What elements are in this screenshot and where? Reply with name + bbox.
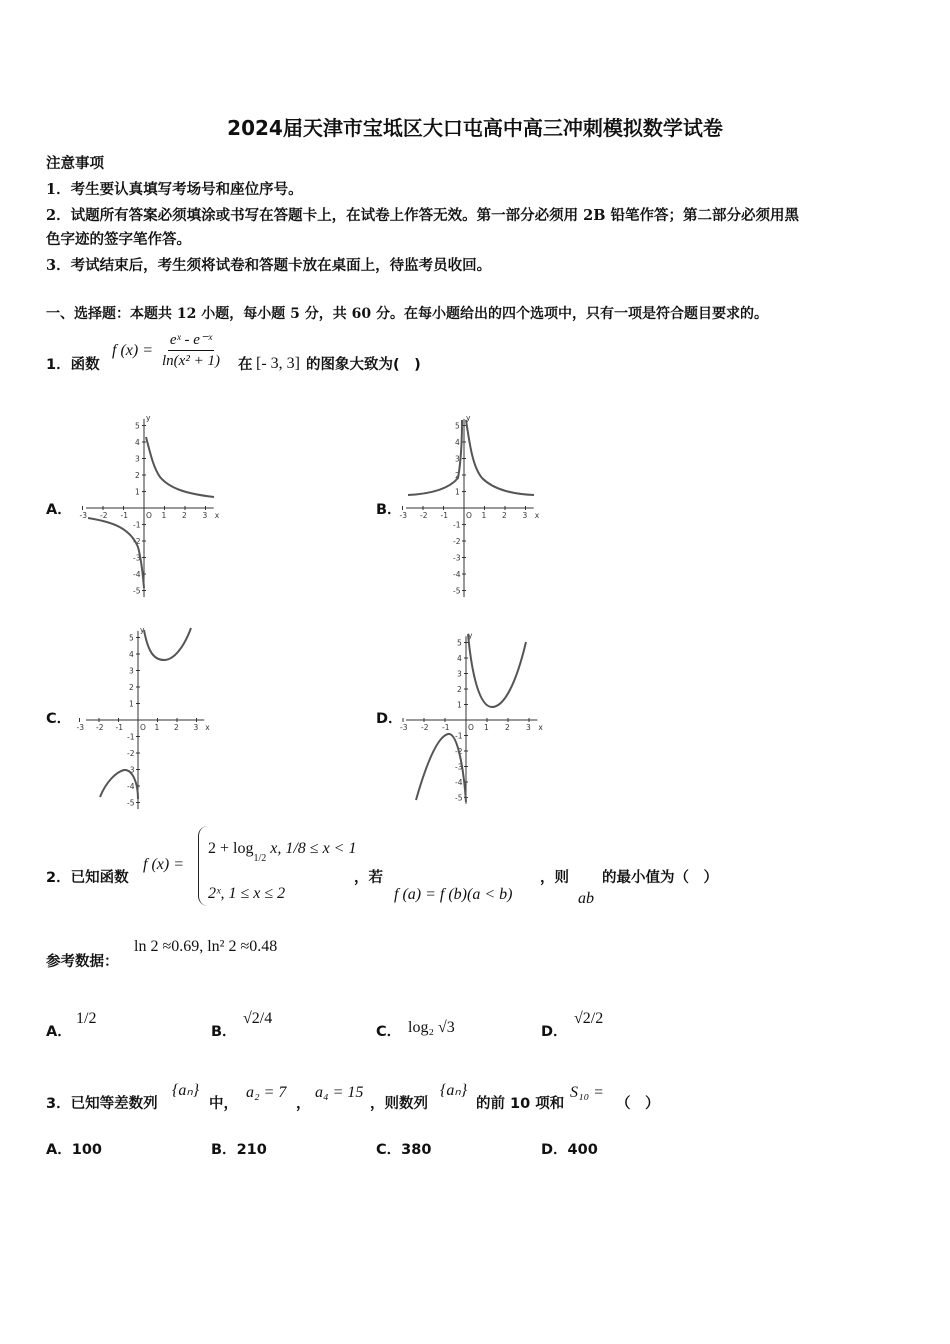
q3-option-b-value: 210 [236,1142,267,1158]
y-tick-label: -3 [453,553,461,563]
q2-case-1-rest: x, 1/8 ≤ x < 1 [270,840,357,857]
x-tick-label: 2 [182,511,187,520]
y-tick-label: 4 [129,650,134,659]
q2-case-1-base: 1/2 [253,853,267,864]
x-tick-label: O [468,723,474,732]
y-tick-label: 2 [135,471,140,480]
y-tick-label: 2 [455,471,460,480]
y-tick-label: -1 [127,732,135,742]
y-tick-label: -3 [127,765,135,775]
y-tick-label: 5 [457,638,462,648]
q2-option-a-label: A． [46,1024,72,1040]
x-tick-label: O [466,511,472,520]
y-tick-label: -4 [133,570,141,579]
q3-option-c-value: 380 [401,1142,432,1158]
q2-target: ab [578,890,594,907]
y-axis-label: y [468,630,473,640]
q3-then: ，则数列 [370,1096,428,1112]
x-tick-label: 3 [526,723,531,732]
y-tick-label: -5 [127,798,135,808]
q3-option-b-label: B． [211,1142,237,1158]
q1-in: 在 [238,357,253,373]
q1-graph-a [78,412,238,594]
y-tick-label: -2 [127,749,135,758]
q3-s10: S₁₀ = [570,1084,604,1101]
q3-sequence-2: {aₙ} [440,1082,468,1099]
graph-d-curve-right [468,634,526,707]
q3-comma: ， [296,1096,311,1112]
q1-suffix: 的图象大致为( ) [306,357,421,373]
section-heading: 一、选择题：本题共 12 小题，每小题 5 分，共 60 分。在每小题给出的四个选项中，只有一项是符合题目要求的。 [46,306,768,322]
y-tick-label: 3 [129,666,134,676]
y-tick-label: 4 [455,438,460,447]
x-tick-label: 3 [202,511,208,520]
q2-number: 2．已知函数 [46,870,129,886]
y-axis-label: y [146,413,151,423]
x-tick-label: -1 [442,723,450,732]
x-tick-label: 1 [481,511,487,520]
x-tick-label: -2 [96,723,104,732]
x-tick-label: 2 [502,511,507,520]
q3-option-b [211,1138,267,1159]
y-tick-label: 1 [135,487,140,497]
q2-ref-data: ln 2 ≈0.69, ln² 2 ≈0.48 [134,938,278,955]
y-tick-label: 5 [455,421,460,431]
q3-option-c [376,1138,431,1159]
x-tick-label: -1 [120,511,128,520]
q1-fraction [160,330,222,371]
y-tick-label: 1 [455,487,460,497]
q3-first10: 的前 10 项和 [476,1096,565,1112]
q2-case-2: 2ˣ, 1 ≤ x ≤ 2 [208,885,286,902]
q2-function-name: f (x) = [143,856,184,873]
q3-option-d-label: D． [541,1142,568,1158]
y-tick-label: -4 [453,570,461,579]
q2-option-c-value: log₂ √3 [408,1019,455,1036]
q3-option-c-label: C． [376,1142,402,1158]
y-tick-label: -3 [133,553,141,563]
y-tick-label: -3 [455,762,463,772]
y-tick-label: 3 [455,454,460,464]
q3-option-a [46,1138,102,1159]
x-tick-label: -3 [79,511,87,520]
q1-option-a-label: A． [46,502,72,518]
y-tick-label: -1 [455,731,463,741]
q1-denominator: ln(x² + 1) [162,353,220,369]
x-axis-label: x [534,511,540,520]
x-axis-label: x [538,723,543,732]
q2-then: ，则 [540,870,569,886]
x-tick-label: -2 [421,723,429,732]
y-tick-label: -4 [455,778,463,787]
q1-function-name: f (x) = [112,342,153,359]
q3-option-d-value: 400 [567,1142,598,1158]
y-axis-label: y [466,413,471,423]
graph-b-curve-left [408,420,462,495]
y-tick-label: -1 [453,520,461,530]
q1-number: 1．函数 [46,357,100,373]
y-tick-label: 4 [457,654,462,663]
q1-option-c-label: C． [46,711,72,727]
q3-option-a-value: 100 [71,1142,103,1158]
x-tick-label: 2 [505,723,510,732]
graph-b-curve-right [466,420,534,495]
y-tick-label: -1 [133,520,141,530]
y-tick-label: -4 [127,782,135,791]
q1-option-d-label: D． [376,711,403,727]
x-tick-label: 1 [484,723,489,732]
q3-sequence: {aₙ} [172,1082,200,1099]
x-tick-label: 1 [161,511,167,520]
q2-ref-label: 参考数据： [46,954,119,970]
q1-option-b-label: B． [376,502,402,518]
q3-option-d [541,1138,598,1159]
q2-case-1-log: 2 + log [208,840,254,857]
q1-graph-c [76,622,238,808]
q1-interval: [- 3, 3] [256,355,300,372]
x-tick-label: 3 [193,723,199,732]
q3-mid: 中， [209,1096,238,1112]
q2-option-c-label: C． [376,1024,402,1040]
graph-a-curve-right [146,437,214,497]
y-tick-label: -2 [133,537,141,546]
q2-option-d-value: √2/2 [574,1010,604,1027]
x-tick-label: -1 [115,723,123,732]
y-tick-label: 1 [129,699,134,709]
x-tick-label: -1 [440,511,448,520]
q1-graph-d [398,622,558,804]
q2-option-b-label: B． [211,1024,237,1040]
graph-c-curve-right [144,628,191,660]
q3-paren: （ ） [616,1096,660,1112]
x-tick-label: O [146,511,152,520]
x-tick-label: 3 [522,511,528,520]
y-tick-label: 2 [129,683,134,692]
y-tick-label: 3 [457,669,462,679]
q2-option-b-value: √2/4 [243,1010,273,1027]
x-tick-label: 2 [174,723,179,732]
x-tick-label: -3 [399,511,407,520]
q3-number: 3．已知等差数列 [46,1096,158,1112]
notice-item-2: 2．试题所有答案必须填涂或书写在答题卡上，在试卷上作答无效。第一部分必须用 2B 铅笔作答；第二部分必须用黑 [46,207,800,224]
notice-item-3: 3．考试结束后，考生须将试卷和答题卡放在桌面上，待监考员收回。 [46,257,492,274]
y-tick-label: -5 [133,586,141,596]
notice-item-2-cont: 色字迹的签字笔作答。 [46,231,191,248]
y-tick-label: 2 [457,685,462,694]
x-tick-label: -3 [76,723,84,732]
y-tick-label: 1 [457,700,462,710]
y-tick-label: -5 [455,793,463,803]
q2-option-a-value: 1/2 [76,1010,97,1027]
q2-option-d-label: D． [541,1024,568,1040]
x-tick-label: -3 [400,723,408,732]
y-tick-label: 3 [135,454,140,464]
x-tick-label: 1 [154,723,160,732]
x-axis-label: x [214,511,220,520]
notice-item-1: 1．考生要认真填写考场号和座位序号。 [46,181,303,198]
q3-option-a-label: A． [46,1142,72,1158]
notice-heading: 注意事项 [46,156,104,172]
q3-a2: a₂ = 7 [246,1084,287,1101]
y-tick-label: -5 [453,586,461,596]
q1-graph-b [398,412,558,594]
q2-case-1 [208,840,356,864]
x-tick-label: O [140,723,146,732]
y-axis-label: y [140,625,145,635]
x-axis-label: x [205,723,210,732]
q3-a4: a₄ = 15 [315,1084,364,1101]
y-tick-label: -2 [453,537,461,546]
y-tick-label: -2 [455,747,463,756]
q2-if: ，若 [354,870,383,886]
x-tick-label: -2 [100,511,108,520]
x-tick-label: -2 [420,511,428,520]
page-title: 2024届天津市宝坻区大口屯高中高三冲刺模拟数学试卷 [227,116,723,140]
q1-numerator: eˣ - e⁻ˣ [168,330,214,351]
y-tick-label: 4 [135,438,140,447]
y-tick-label: 5 [135,421,140,431]
q2-suffix: 的最小值为（ ） [602,870,718,886]
q2-condition: f (a) = f (b)(a < b) [394,886,513,903]
y-tick-label: 5 [129,633,134,643]
